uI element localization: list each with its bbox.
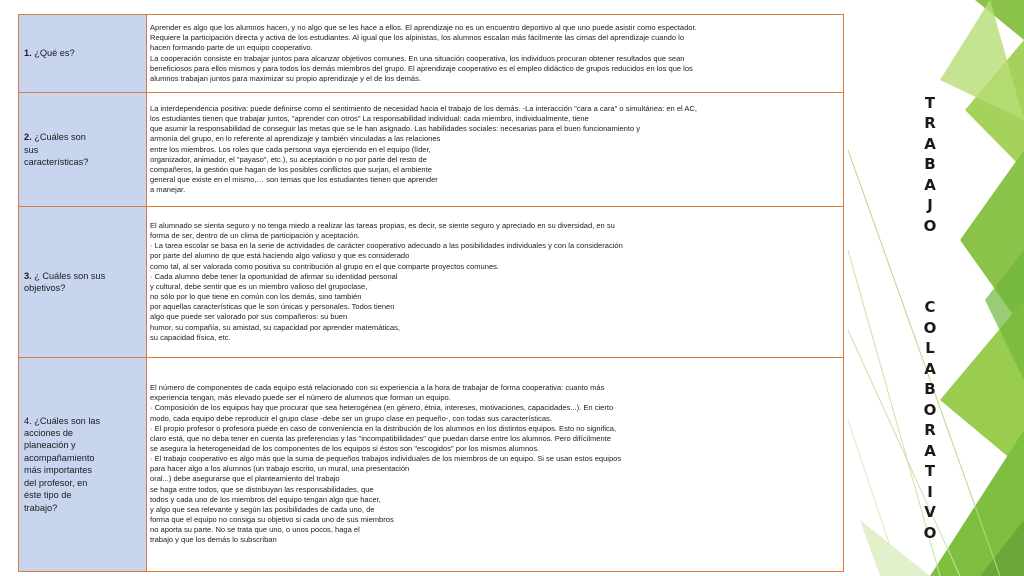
question-text: ¿ Cuáles son sus objetivos? [24,270,106,293]
title-spacer [912,257,948,277]
question-cell [19,207,147,357]
table-row [19,93,844,207]
table-row [19,357,844,571]
question-number: 1. [24,48,32,59]
vertical-title [912,72,948,564]
question-number: 2. [24,132,32,143]
question-text: 4. ¿Cuáles son las acciones de planeación y acompañamiento más importantes del profesor, en éste tipo de trabajo? [24,415,101,513]
table-row [19,207,844,357]
question-number: 3. [24,270,32,281]
answer-cell: El alumnado se sienta seguro y no tenga miedo a realizar las tareas propias, es decir, se siente seguro y apreciado en su diversidad, en su forma de ser, dentro de un clima de participación y aceptación. · La tarea escolar se basa en la serie de actividades de carácter cooperativo adecuado a las posibilidades individuales y con la consideración por parte del alumno de que está haciendo algo valioso y que es considerado como tal, al ser valorada como positiva su contribución al grupo en el que comparte proyectos comunes. · Cada alumno debe tener la oportunidad de afirmar su identidad personal y cultural, debe sentir que es un miembro valioso del grupoclase, no sólo por lo que tiene en común con los demás, sino también por aquellas características que le son únicas y personales. Todos tienen algo que puede ser valorado por sus compañeros: su buen humor, su compañía, su amistad, su capacidad por aprender matemáticas, su capacidad física, etc. [147,207,844,357]
question-cell [19,93,147,207]
table-row [19,15,844,93]
answer-cell: El número de componentes de cada equipo está relacionado con su experiencia a la hora de trabajar de forma cooperativa: cuanto más experiencia tengan, más elevado puede ser el número de alumnos que forman un equipo. · Composición de los equipos hay que procurar que sea heterogénea (en género, étnia, intereses, motivaciones, capacidades...). En cierto modo, cada equipo debe reproducir el grupo clase -debe ser un grupo clase en pequeño-, con todas sus características. · El propio profesor o profesora puede en caso de conveniencia en la distribución de los alumnos en los distintos equipos. Esto no significa, claro está, que no deba tener en cuenta las preferencias y las "incompatibilidades" que puedan darse entre los alumnos. Pero difícilmente se asegura la heterogeneidad de los componentes de los equipos si éstos son "escogidos" por los mismos alumnos. · El trabajo cooperativo es algo más que la suma de pequeños trabajos individuales de los miembros de un equipo. Si se usan estos equipos para hacer algo a los alumnos (un trabajo escrito, un mural, una presentación oral...) debe asegurarse que el planteamiento del trabajo se haga entre todos, que se distribuyan las responsabilidades, que todos y cada uno de los miembros del equipo tengan algo que hacer, y algo que sea relevante y según las posibilidades de cada uno, de forma que el equipo no consiga su objetivo si cada uno de sus miembros no aporta su parte. No se trata que uno, o unos pocos, haga el trabajo y que los demás lo subscriban [147,357,844,571]
title-word-trabajo: T R A B A J O [923,93,937,235]
content-table [18,14,844,572]
question-text: ¿Qué es? [31,48,75,59]
question-cell [19,357,147,571]
title-word-colaborativo: C O L A B O R A T I V O [923,298,937,542]
answer-cell: Aprender es algo que los alumnos hacen, y no algo que se les hace a ellos. El aprendizaje no es un encuentro deportivo al que uno puede asistir como espectador. Requiere la participación directa y activa de los estudiantes. Al igual que los alpinistas, los alumnos escalan más fácilmente las cimas del aprendizaje cuando lo hacen formando parte de un equipo cooperativo. La cooperación consiste en trabajar juntos para alcanzar objetivos comunes. En una situación cooperativa, los individuos procuran obtener resultados que sean beneficiosos para ellos mismos y para todos los demás miembros del grupo. El aprendizaje cooperativo es el empleo didáctico de grupos reducidos en los que los alumnos trabajan juntos para maximizar su propio aprendizaje y el de los demás. [147,15,844,93]
question-cell [19,15,147,93]
answer-cell: La interdependencia positiva: puede definirse como el sentimiento de necesidad hacia el trabajo de los demás. -La interacción "cara a cara" o simultánea: en el AC, los estudiantes tienen que trabajar juntos, "aprender con otros" La responsabilidad individual: cada miembro, individualmente, tiene que asumir la responsabilidad de conseguir las metas que se le han asignado. Las habilidades sociales: necesarias para el buen funcionamiento y armonía del grupo, en lo referente al aprendizaje y también vinculadas a las relaciones entre los miembros. Los roles que cada persona vaya ejerciendo en el equipo (líder, organizador, animador, el "payaso", etc.), su aceptación o no por parte del resto de compañeros, la gestión que hagan de los posibles conflictos que surjan, el ambiente general que existe en el mismo,… son temas que los estudiantes tienen que aprender a manejar. [147,93,844,207]
question-text: ¿Cuáles son sus características? [24,132,89,167]
